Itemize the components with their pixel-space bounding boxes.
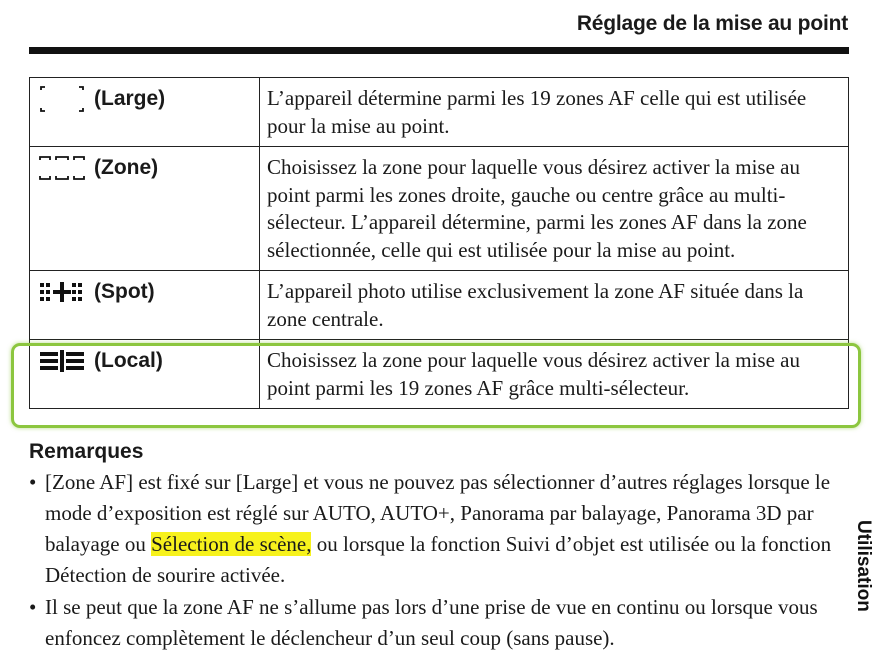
list-item <box>29 467 844 591</box>
side-tab-label: Utilisation <box>853 520 874 612</box>
mode-cell <box>30 78 260 147</box>
bullet: • <box>29 595 37 619</box>
mode-label: (Local) <box>94 349 163 372</box>
notes-heading: Remarques <box>29 440 144 463</box>
table-row <box>30 147 849 271</box>
highlighted-text: Sélection de scène, <box>151 532 312 556</box>
mode-label: (Spot) <box>94 280 155 303</box>
spot-af-icon <box>38 277 86 307</box>
table-row <box>30 271 849 340</box>
notes-list <box>29 467 844 655</box>
large-af-icon <box>38 84 86 114</box>
note-text: Il se peut que la zone AF ne s’allume pas lors d’une prise de vue en continu ou lorsque vous enfoncez complètement le déclencheur d’un seul coup (sans pause). <box>45 595 818 650</box>
mode-cell <box>30 271 260 340</box>
zone-af-icon <box>38 153 86 183</box>
mode-description: L’appareil photo utilise exclusivement la zone AF située dans la zone centrale. <box>260 271 849 340</box>
mode-label: (Zone) <box>94 156 159 179</box>
mode-description: Choisissez la zone pour laquelle vous désirez activer la mise au point parmi les 19 zones AF grâce multi-sélecteur. <box>260 340 849 409</box>
page-title: Réglage de la mise au point <box>576 12 848 35</box>
side-tab <box>852 520 874 666</box>
callout-highlight-box <box>11 343 861 428</box>
bullet: • <box>29 470 37 494</box>
mode-cell <box>30 147 260 271</box>
mode-description: Choisissez la zone pour laquelle vous désirez activer la mise au point parmi les zones droite, gauche ou centre grâce au multi-sélecteur. L’appareil détermine, parmi les zones AF dans la zone sélectionnée, celle qui est utilisée pour la mise au point. <box>260 147 849 271</box>
mode-description: L’appareil détermine parmi les 19 zones AF celle qui est utilisée pour la mise au point. <box>260 78 849 147</box>
note-text: ou lorsque la fonction Suivi d’objet est utilisée ou la fonction Détection de sourire activée. <box>45 532 832 587</box>
header-rule <box>29 47 849 54</box>
mode-label: (Large) <box>94 87 166 110</box>
table-row <box>30 78 849 147</box>
note-text: [Zone AF] est fixé sur [Large] et vous ne pouvez pas sélectionner d’autres réglages lorsque le mode d’exposition est réglé sur AUTO, AUTO+, Panorama par balayage, Panorama 3D par balayage ou <box>45 470 831 556</box>
list-item <box>29 592 844 654</box>
